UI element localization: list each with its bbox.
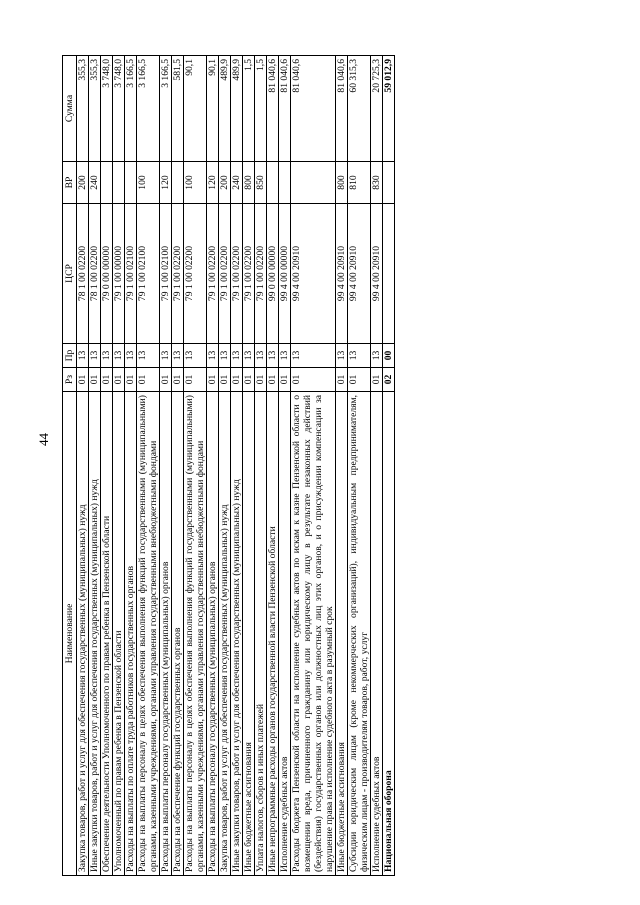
cell-rz: 01 bbox=[371, 368, 383, 392]
cell-csr: 79 1 00 02200 bbox=[184, 204, 207, 344]
table-row bbox=[77, 56, 89, 876]
cell-vr bbox=[113, 162, 125, 204]
cell-sum: 3 748,0 bbox=[113, 56, 125, 162]
cell-csr: 79 1 00 02100 bbox=[125, 204, 137, 344]
table-row bbox=[207, 56, 219, 876]
cell-pr: 13 bbox=[137, 344, 160, 368]
table-row bbox=[267, 56, 279, 876]
cell-csr: 99 0 00 00000 bbox=[267, 204, 279, 344]
cell-csr: 99 4 00 20910 bbox=[371, 204, 383, 344]
cell-pr: 13 bbox=[267, 344, 279, 368]
cell-sum: 81 040,6 bbox=[267, 56, 279, 162]
cell-pr: 00 bbox=[383, 344, 395, 368]
cell-vr: 100 bbox=[184, 162, 207, 204]
cell-sum: 3 166,5 bbox=[125, 56, 137, 162]
cell-rz: 01 bbox=[231, 368, 243, 392]
cell-csr: 79 1 00 02100 bbox=[160, 204, 172, 344]
cell-name: Закупка товаров, работ и услуг для обеспечения государственных (муниципальных) нужд bbox=[219, 392, 231, 876]
cell-name: Расходы бюджета Пензенской области на исполнение судебных актов по искам к казне Пензенской области о возмещении вреда, причиненного гражданину или юридическому лицу в результате незаконных действий (бездействия) государственных органов или должностных лиц этих органов, и о присуждении компенсации за нарушение права на исполнение судебного акта в разумный срок bbox=[291, 392, 336, 876]
cell-csr: 79 1 00 02200 bbox=[207, 204, 219, 344]
cell-sum: 3 166,5 bbox=[160, 56, 172, 162]
cell-rz: 01 bbox=[279, 368, 291, 392]
cell-rz: 01 bbox=[137, 368, 160, 392]
table-row bbox=[348, 56, 371, 876]
cell-sum: 3 166,5 bbox=[137, 56, 160, 162]
cell-csr: 79 1 00 02100 bbox=[137, 204, 160, 344]
cell-rz: 01 bbox=[113, 368, 125, 392]
header-csr: ЦСР bbox=[63, 204, 77, 344]
cell-csr: 79 1 00 02200 bbox=[219, 204, 231, 344]
cell-pr: 13 bbox=[243, 344, 255, 368]
cell-csr: 99 4 00 20910 bbox=[336, 204, 348, 344]
cell-name: Исполнение судебных актов bbox=[279, 392, 291, 876]
table-row bbox=[137, 56, 160, 876]
table-row bbox=[184, 56, 207, 876]
table-row bbox=[231, 56, 243, 876]
cell-vr: 200 bbox=[219, 162, 231, 204]
cell-vr: 240 bbox=[89, 162, 101, 204]
cell-name: Иные закупки товаров, работ и услуг для обеспечения государственных (муниципальных) нужд bbox=[231, 392, 243, 876]
cell-sum: 59 012,9 bbox=[383, 56, 395, 162]
cell-pr: 13 bbox=[219, 344, 231, 368]
table-row bbox=[113, 56, 125, 876]
cell-vr: 120 bbox=[207, 162, 219, 204]
cell-sum: 81 040,6 bbox=[291, 56, 336, 162]
cell-sum: 90,1 bbox=[184, 56, 207, 162]
cell-pr: 13 bbox=[255, 344, 267, 368]
table-row bbox=[160, 56, 172, 876]
cell-csr: 79 1 00 00000 bbox=[113, 204, 125, 344]
header-name: Наименование bbox=[63, 392, 77, 876]
cell-pr: 13 bbox=[348, 344, 371, 368]
cell-rz: 01 bbox=[101, 368, 113, 392]
header-pr: Пр bbox=[63, 344, 77, 368]
cell-rz: 01 bbox=[219, 368, 231, 392]
cell-vr bbox=[125, 162, 137, 204]
cell-rz: 01 bbox=[160, 368, 172, 392]
header-sum: Сумма bbox=[63, 56, 77, 162]
cell-rz: 01 bbox=[77, 368, 89, 392]
cell-rz: 01 bbox=[172, 368, 184, 392]
cell-vr bbox=[279, 162, 291, 204]
cell-csr: 79 1 00 02200 bbox=[243, 204, 255, 344]
table-row bbox=[255, 56, 267, 876]
cell-vr: 810 bbox=[348, 162, 371, 204]
cell-sum: 60 315,3 bbox=[348, 56, 371, 162]
table-row bbox=[371, 56, 383, 876]
cell-sum: 355,3 bbox=[77, 56, 89, 162]
cell-vr: 200 bbox=[77, 162, 89, 204]
cell-sum: 489,9 bbox=[231, 56, 243, 162]
cell-vr: 830 bbox=[371, 162, 383, 204]
cell-rz: 01 bbox=[184, 368, 207, 392]
cell-vr bbox=[383, 162, 395, 204]
cell-pr: 13 bbox=[113, 344, 125, 368]
cell-sum: 90,1 bbox=[207, 56, 219, 162]
cell-vr bbox=[101, 162, 113, 204]
page-number: 44 bbox=[36, 433, 51, 446]
cell-rz: 01 bbox=[291, 368, 336, 392]
cell-sum: 1,5 bbox=[255, 56, 267, 162]
cell-csr: 99 4 00 20910 bbox=[291, 204, 336, 344]
cell-name: Расходы на выплаты по оплате труда работников государственных органов bbox=[125, 392, 137, 876]
cell-sum: 3 748,0 bbox=[101, 56, 113, 162]
cell-sum: 489,9 bbox=[219, 56, 231, 162]
cell-pr: 13 bbox=[89, 344, 101, 368]
cell-vr bbox=[172, 162, 184, 204]
cell-vr bbox=[267, 162, 279, 204]
cell-vr: 800 bbox=[336, 162, 348, 204]
cell-pr: 13 bbox=[172, 344, 184, 368]
header-rz: Рз bbox=[63, 368, 77, 392]
budget-table bbox=[62, 55, 395, 876]
cell-vr: 120 bbox=[160, 162, 172, 204]
table-row bbox=[101, 56, 113, 876]
cell-pr: 13 bbox=[207, 344, 219, 368]
table-row bbox=[172, 56, 184, 876]
cell-sum: 81 040,6 bbox=[336, 56, 348, 162]
cell-csr: 99 4 00 00000 bbox=[279, 204, 291, 344]
cell-sum: 581,5 bbox=[172, 56, 184, 162]
cell-pr: 13 bbox=[291, 344, 336, 368]
cell-name: Расходы на выплаты персоналу в целях обеспечения выполнения функций государственными (муниципальными) органами, казенными учреждениями, органами управления государственными внебюджетными фондами bbox=[184, 392, 207, 876]
cell-csr bbox=[383, 204, 395, 344]
cell-sum: 355,3 bbox=[89, 56, 101, 162]
cell-csr: 78 1 00 02200 bbox=[89, 204, 101, 344]
cell-name: Иные закупки товаров, работ и услуг для обеспечения государственных (муниципальных) нужд bbox=[89, 392, 101, 876]
cell-vr: 100 bbox=[137, 162, 160, 204]
cell-csr: 78 1 00 02200 bbox=[77, 204, 89, 344]
cell-name: Расходы на обеспечение функций государственных органов bbox=[172, 392, 184, 876]
cell-pr: 13 bbox=[371, 344, 383, 368]
cell-rz: 02 bbox=[383, 368, 395, 392]
cell-csr: 79 1 00 02200 bbox=[172, 204, 184, 344]
cell-pr: 13 bbox=[160, 344, 172, 368]
cell-sum: 81 040,6 bbox=[279, 56, 291, 162]
table-row bbox=[243, 56, 255, 876]
table-row bbox=[89, 56, 101, 876]
rotated-table-container bbox=[62, 56, 395, 876]
cell-rz: 01 bbox=[348, 368, 371, 392]
cell-vr: 240 bbox=[231, 162, 243, 204]
header-vr: ВР bbox=[63, 162, 77, 204]
cell-rz: 01 bbox=[125, 368, 137, 392]
cell-name: Обеспечение деятельности Уполномоченного по правам ребенка в Пензенской области bbox=[101, 392, 113, 876]
cell-pr: 13 bbox=[125, 344, 137, 368]
cell-name: Субсидии юридическим лицам (кроме некоммерческих организаций), индивидуальным предпринимателям, физическим лицам - производителям товаров, работ, услуг bbox=[348, 392, 371, 876]
cell-name: Иные бюджетные ассигнования bbox=[243, 392, 255, 876]
cell-sum: 20 725,3 bbox=[371, 56, 383, 162]
cell-csr: 99 4 00 20910 bbox=[348, 204, 371, 344]
table-header-row bbox=[63, 56, 77, 876]
cell-name: Иные бюджетные ассигнования bbox=[336, 392, 348, 876]
cell-rz: 01 bbox=[255, 368, 267, 392]
table-row bbox=[336, 56, 348, 876]
cell-name: Закупка товаров, работ и услуг для обеспечения государственных (муниципальных) нужд bbox=[77, 392, 89, 876]
table-row bbox=[383, 56, 395, 876]
cell-pr: 13 bbox=[279, 344, 291, 368]
cell-name: Иные непрограммные расходы органов государственной власти Пензенской области bbox=[267, 392, 279, 876]
cell-sum: 1,5 bbox=[243, 56, 255, 162]
table-row bbox=[291, 56, 336, 876]
cell-rz: 01 bbox=[336, 368, 348, 392]
cell-name: Расходы на выплаты персоналу в целях обеспечения выполнения функций государственными (муниципальными) органами, казенными учреждениями, органами управления государственными внебюджетными фондами bbox=[137, 392, 160, 876]
cell-name: Уплата налогов, сборов и иных платежей bbox=[255, 392, 267, 876]
cell-name: Уполномоченный по правам ребенка в Пензенской области bbox=[113, 392, 125, 876]
table-row bbox=[279, 56, 291, 876]
cell-rz: 01 bbox=[243, 368, 255, 392]
cell-pr: 13 bbox=[101, 344, 113, 368]
cell-vr bbox=[291, 162, 336, 204]
cell-csr: 79 1 00 02200 bbox=[255, 204, 267, 344]
cell-name: Расходы на выплаты персоналу государственных (муниципальных) органов bbox=[160, 392, 172, 876]
cell-csr: 79 1 00 02200 bbox=[231, 204, 243, 344]
cell-name: Национальная оборона bbox=[383, 392, 395, 876]
cell-vr: 850 bbox=[255, 162, 267, 204]
cell-pr: 13 bbox=[77, 344, 89, 368]
cell-rz: 01 bbox=[207, 368, 219, 392]
cell-vr: 800 bbox=[243, 162, 255, 204]
cell-pr: 13 bbox=[336, 344, 348, 368]
table-body bbox=[77, 56, 395, 876]
cell-name: Исполнение судебных актов bbox=[371, 392, 383, 876]
cell-csr: 79 0 00 00000 bbox=[101, 204, 113, 344]
table-row bbox=[125, 56, 137, 876]
cell-rz: 01 bbox=[89, 368, 101, 392]
cell-rz: 01 bbox=[267, 368, 279, 392]
cell-name: Расходы на выплаты персоналу государственных (муниципальных) органов bbox=[207, 392, 219, 876]
cell-pr: 13 bbox=[231, 344, 243, 368]
table-row bbox=[219, 56, 231, 876]
cell-pr: 13 bbox=[184, 344, 207, 368]
